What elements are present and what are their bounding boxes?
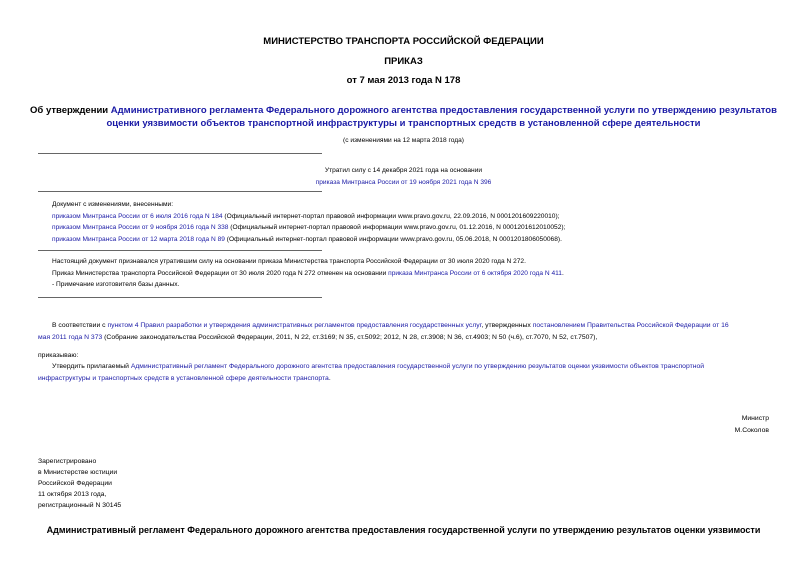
lapsed-order-link[interactable]: приказа Минтранса России от 19 ноября 2021 года N 396 (315, 178, 492, 186)
order-label: приказываю: (38, 352, 79, 359)
amendment-link[interactable]: приказом Минтранса России от 12 марта 2018 года N 89 (52, 235, 225, 243)
divider (38, 297, 322, 298)
status-end: . (561, 269, 564, 277)
preamble-text: В соответствии с (52, 322, 108, 329)
registration-line: в Министерстве юстиции (38, 469, 118, 476)
preamble-text: (Собрание законодательства Российской Федерации, 2011, N 22, ст.3169; N 35, ст.5092; 2012, N 28, ст.3908; N 36, ст.4903; N 50 (ч.6), ст.7070, N 52, ст.7507), (102, 334, 598, 341)
status-block (52, 256, 564, 291)
ministry-heading: МИНИСТЕРСТВО ТРАНСПОРТА РОССИЙСКОЙ ФЕДЕРАЦИИ (263, 36, 544, 47)
status-line (52, 268, 564, 280)
regulation-heading: Административный регламент Федерального дорожного агентства предоставления государственной услуги по утверждению результатов оценки уязвимости (46, 525, 761, 535)
signature-block (735, 413, 769, 437)
order-paragraph (38, 361, 770, 385)
status-line: Настоящий документ признавался утратившим силу на основании приказа Министерства транспорта Российской Федерации от 30 июля 2020 года N 272. (52, 258, 526, 265)
amendment-link[interactable]: приказом Минтранса России от 6 июля 2016 года N 184 (52, 212, 223, 220)
status-note: - Примечание изготовителя базы данных. (52, 281, 180, 288)
amendment-item (52, 211, 565, 223)
divider (38, 191, 322, 192)
preamble-paragraph (38, 320, 770, 344)
document-title (0, 104, 807, 130)
rules-link[interactable]: пунктом 4 Правил разработки и утверждения административных регламентов предоставления государственных услуг (107, 322, 482, 329)
signature-name: М.Соколов (734, 427, 769, 434)
amendment-item (52, 222, 565, 234)
amendment-source: (Официальный интернет-портал правовой информации www.pravo.gov.ru, 05.06.2018, N 0001201806050068). (224, 235, 562, 243)
title-regulation-link[interactable]: Административного регламента Федерального дорожного агентства предоставления государственной услуги по утверждению результатов (110, 105, 777, 116)
divider (38, 250, 322, 251)
changes-note: (с изменениями на 12 марта 2018 года) (343, 137, 464, 144)
amendment-item (52, 234, 565, 246)
amendments-intro: Документ с изменениями, внесенными: (52, 201, 174, 208)
doc-type-heading: ПРИКАЗ (384, 56, 423, 67)
registration-block (38, 456, 121, 511)
regulation-link-cont[interactable]: инфраструктуры и транспортных средств в установленной сфере деятельности транспорта (38, 375, 329, 382)
title-regulation-link-cont[interactable]: оценки уязвимости объектов транспортной инфраструктуры и транспортных средств в установленной сфере деятельности (106, 118, 701, 129)
registration-line: регистрационный N 30145 (38, 502, 122, 509)
signature-position: Министр (741, 415, 769, 422)
registration-line: Зарегистрировано (38, 458, 97, 465)
registration-line: 11 октября 2013 года, (38, 491, 107, 498)
order-text: . (328, 375, 331, 382)
amendment-source: (Официальный интернет-портал правовой информации www.pravo.gov.ru, 01.12.2016, N 0001201612010052); (228, 224, 566, 231)
preamble-text: , утвержденных (481, 322, 533, 329)
government-decree-link-cont[interactable]: мая 2011 года N 373 (38, 334, 103, 341)
divider (38, 153, 322, 154)
regulation-link[interactable]: Административный регламент Федерального дорожного агентства предоставления государственной услуги по утверждению результатов оценки уязвимости объектов транспортной (130, 363, 705, 370)
lapsed-line: Утратил силу с 14 декабря 2021 года на основании (324, 167, 483, 174)
title-prefix: Об утверждении (30, 105, 111, 116)
doc-date-heading: от 7 мая 2013 года N 178 (346, 75, 461, 86)
amendment-source: (Официальный интернет-портал правовой информации www.pravo.gov.ru, 22.09.2016, N 0001201609220010); (222, 212, 560, 220)
order-text: Утвердить прилагаемый (52, 363, 131, 370)
amendments-block (52, 199, 565, 245)
amendment-link[interactable]: приказом Минтранса России от 9 ноября 2016 года N 338 (52, 224, 229, 231)
status-order-link[interactable]: приказа Минтранса России от 6 октября 2020 года N 411 (388, 269, 562, 277)
status-text: Приказ Министерства транспорта Российской Федерации от 30 июля 2020 года N 272 отменен на основании (52, 269, 389, 277)
government-decree-link[interactable]: постановлением Правительства Российской Федерации от 16 (532, 322, 729, 329)
lapsed-note (0, 165, 807, 188)
registration-line: Российской Федерации (38, 480, 112, 487)
